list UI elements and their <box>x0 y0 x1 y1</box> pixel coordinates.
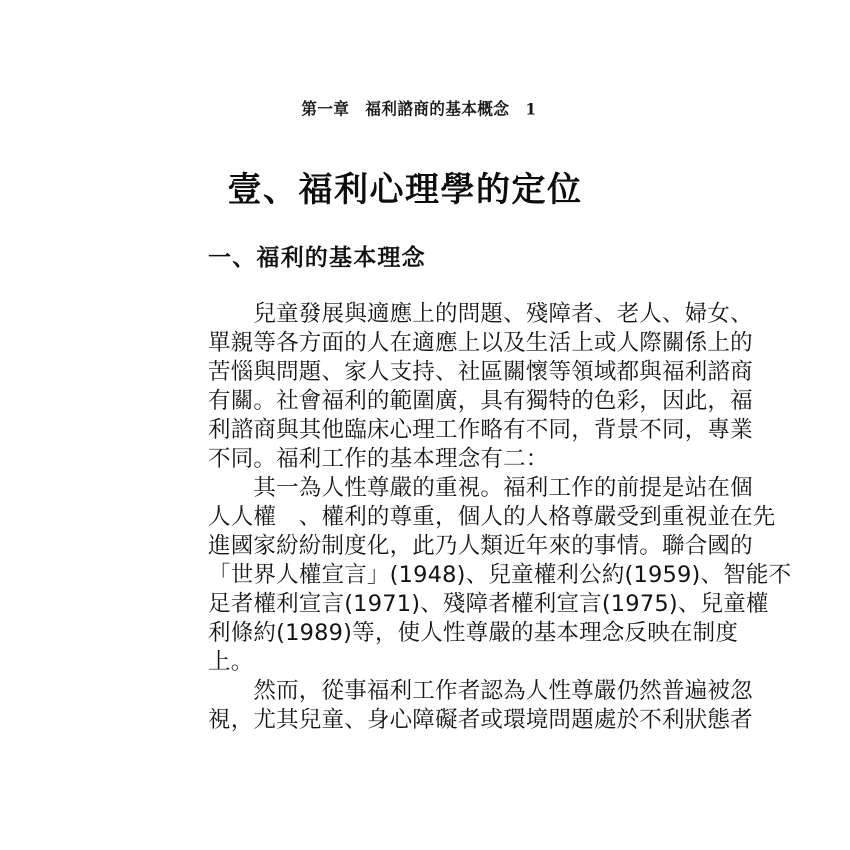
text-line: 利諮商與其他臨床心理工作略有不同，背景不同，專業 <box>208 417 753 443</box>
text-line: 然而，從事福利工作者認為人性尊嚴仍然普遍被忽 <box>208 678 753 704</box>
text-line: 有關。社會福利的範圍廣，具有獨特的色彩，因此，福 <box>208 388 753 414</box>
text-line: 上。 <box>208 649 254 675</box>
text-line: 進國家紛紛制度化，此乃人類近年來的事情。聯合國的 <box>208 533 753 559</box>
text-line: 兒童發展與適應上的問題、殘障者、老人、婦女、 <box>208 301 753 327</box>
section-heading: 一、福利的基本理念 <box>208 245 426 271</box>
body-text-block <box>208 300 792 735</box>
text-line: 其一為人性尊嚴的重視。福利工作的前提是站在個 <box>208 475 753 501</box>
text-line: 視，尤其兒童、身心障礙者或環境問題處於不利狀態者 <box>208 707 753 733</box>
text-line: 單親等各方面的人在適應上以及生活上或人際關係上的 <box>208 330 753 356</box>
text-line: 苦惱與問題、家人支持、社區關懷等領域都與福利諮商 <box>208 359 753 385</box>
paragraph-2 <box>208 474 792 677</box>
page-title <box>0 172 850 209</box>
text-line: 「世界人權宣言」(1948)、兒童權利公約(1959)、智能不 <box>208 562 792 588</box>
running-head-text: 第一章 福利諮商的基本概念 1 <box>301 98 537 119</box>
paragraph-3 <box>208 677 753 735</box>
main-title-text: 壹、福利心理學的定位 <box>227 170 583 210</box>
running-head <box>0 97 850 119</box>
text-line: 不同。福利工作的基本理念有二： <box>208 446 549 472</box>
text-line: 利條約(1989)等，使人性尊嚴的基本理念反映在制度 <box>208 620 739 646</box>
text-line: 人人權 、權利的尊重，個人的人格尊嚴受到重視並在先 <box>208 504 776 530</box>
paragraph-1 <box>208 300 753 474</box>
text-line: 足者權利宣言(1971)、殘障者權利宣言(1975)、兒童權 <box>208 591 769 617</box>
